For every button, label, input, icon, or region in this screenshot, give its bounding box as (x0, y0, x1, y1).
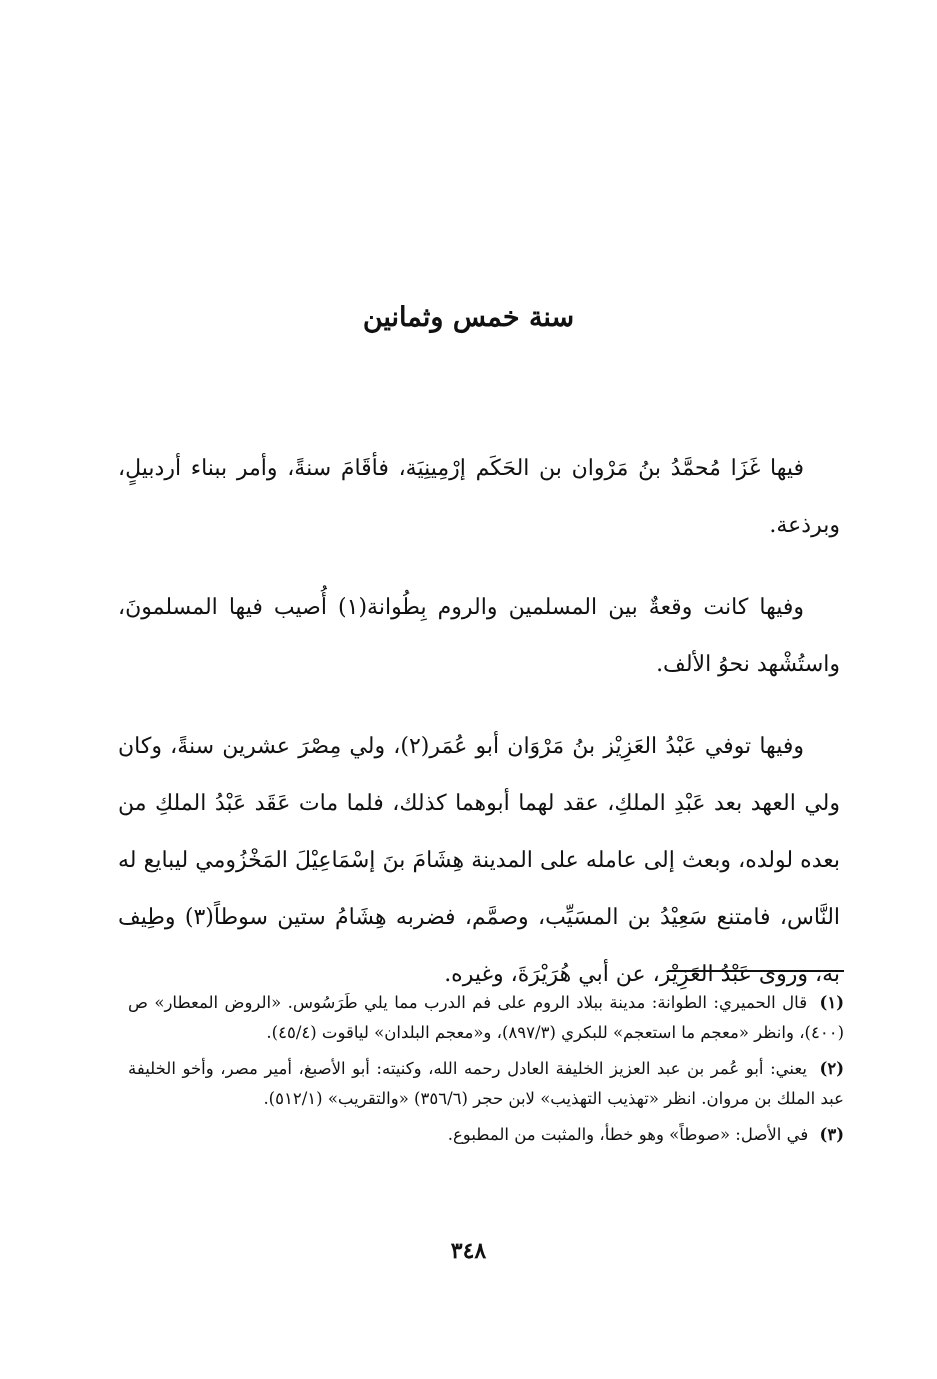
footnote-2 (128, 1054, 844, 1114)
footnote-number: (٢) (819, 1059, 844, 1078)
chapter-title: سنة خمس وثمانين (362, 302, 575, 333)
footnote-text: في الأصل: «صوطاً» وهو خطأ، والمثبت من المطبوع. (447, 1125, 809, 1144)
footnote-3 (128, 1120, 844, 1150)
footnote-number: (٣) (819, 1125, 844, 1144)
footnote-1 (128, 988, 844, 1048)
footnote-text: يعني: أبو عُمر بن عبد العزيز الخليفة العادل رحمه الله، وكنيته: أبو الأصبغ، أمير مصر، وأخو الخليفة عبد الملك بن مروان. انظر «تهذيب التهذيب» لابن حجر (٣٥٦/٦) «والتقريب» (٥١٢/١). (128, 1059, 844, 1108)
footnotes (128, 988, 844, 1156)
footnote-separator (668, 970, 844, 972)
paragraph-3: وفيها توفي عَبْدُ العَزِيْز بنُ مَرْوَان أبو عُمَر(٢)، ولي مِصْرَ عشرين سنةً، وكان ولي العهد بعد عَبْدِ الملكِ، عقد لهما أبوهما كذلك، فلما مات عَقَد عَبْدُ الملكِ من بعده لولده، وبعث إلى عامله على المدينة هِشَامَ بنَ إسْمَاعِيْلَ المَخْزُومي ليبايع له النَّاس، فامتنع سَعِيْدُ بن المسَيِّب، وصمَّم، فضربه هِشَامُ ستين سوطاً(٣) وطِيف به، وروى عَبْدُ العَزِيْز، عن أبي هُرَيْرَةَ، وغيره. (118, 734, 841, 987)
main-text (118, 440, 840, 1028)
footnote-number: (١) (819, 993, 845, 1012)
paragraph-2: وفيها كانت وقعةٌ بين المسلمين والروم بِطُوانة(١) أُصيب فيها المسلمونَ، واستُشْهد نحوُ الألف. (118, 595, 840, 677)
page-number: ٣٤٨ (450, 1238, 487, 1264)
footnote-text: قال الحميري: الطوانة: مدينة ببلاد الروم على فم الدرب مما يلي طَرَسُوس. «الروض المعطار» ص (٤٠٠)، وانظر «معجم ما استعجم» للبكري (٨٩٧/٣)، و«معجم البلدان» لياقوت (٤٥/٤). (128, 993, 844, 1042)
paragraph-1: فيها غَزَا مُحمَّدُ بنُ مَرْوان بن الحَكَم إرْمِينِيَة، فأقَامَ سنةً، وأمر ببناء أردبيلٍ، وبرذعة. (118, 456, 840, 538)
